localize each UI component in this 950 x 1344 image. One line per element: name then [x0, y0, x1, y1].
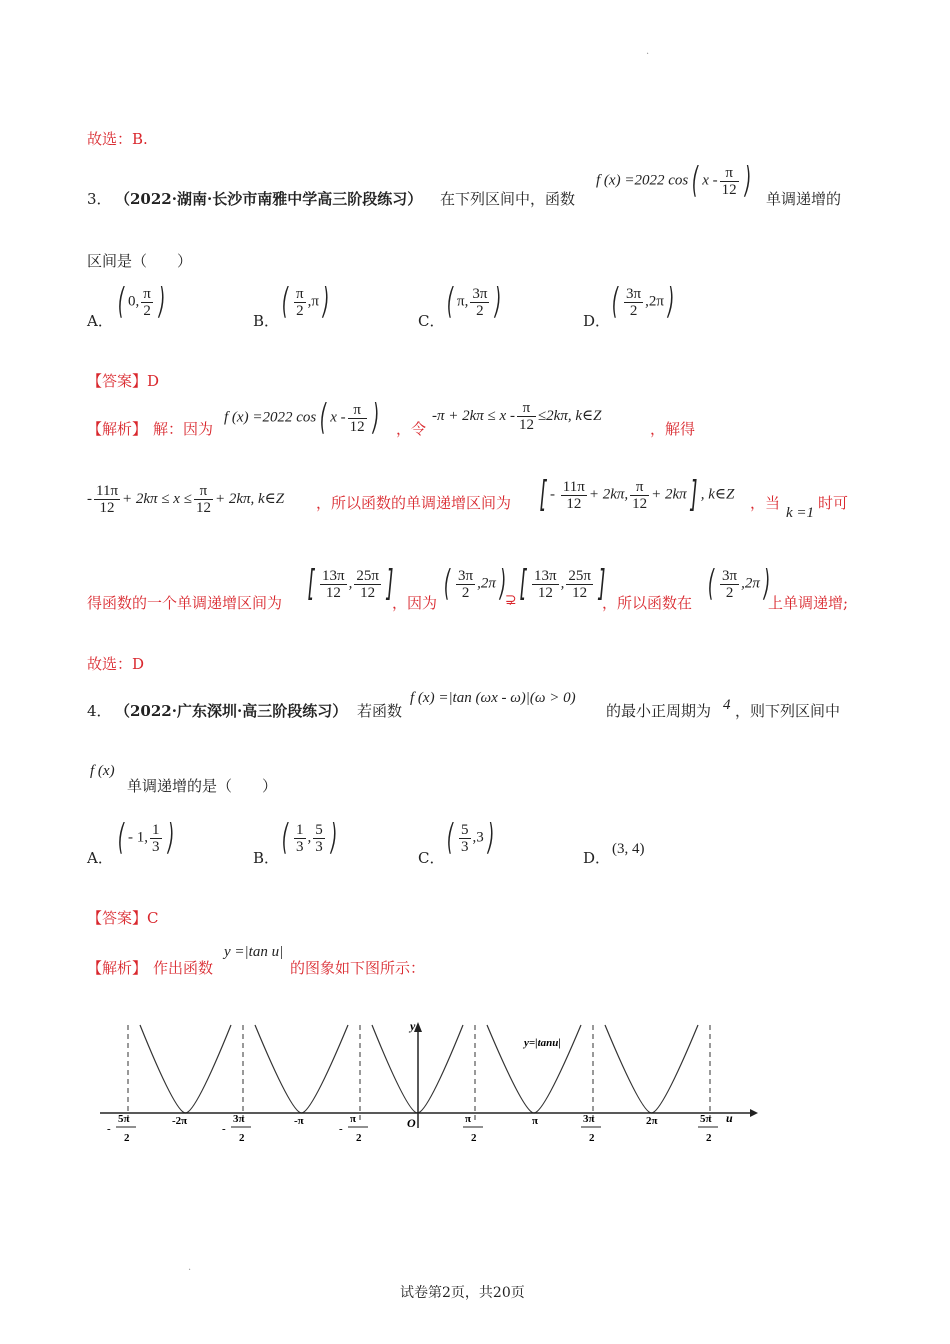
q3-analysis-func-head: f (x) =2022 cos: [224, 409, 317, 426]
q3-option-a-label[interactable]: A．: [87, 312, 113, 330]
q3-option-d-interval[interactable]: ( $\frac{3\pi}{2}$ ,2π ): [611, 281, 675, 322]
q3-option-b-den: 2: [296, 302, 304, 319]
zero-label: -π: [294, 1115, 304, 1127]
q3-option-c-num: 3π: [472, 285, 488, 302]
q3-option-a-left: 0,: [128, 293, 140, 310]
q4-stem-c: ，则下列区间中: [735, 702, 841, 720]
svg-text:π: π: [465, 1113, 472, 1125]
svg-text:2: 2: [124, 1132, 130, 1144]
svg-text:-: -: [107, 1123, 111, 1135]
page-mark: .: [188, 1262, 192, 1273]
q4-stem-b: 的最小正周期为: [606, 702, 712, 720]
q3-option-a-interval[interactable]: ( 0, $\frac{\pi}{2}$ ): [117, 281, 166, 322]
q4-analysis-func: y =|tan u|: [224, 944, 284, 960]
zero-label: 2π: [646, 1115, 658, 1127]
svg-text:2: 2: [706, 1132, 712, 1144]
q4-fx: f (x): [90, 763, 115, 779]
q3-k-eq: k =1: [786, 505, 815, 521]
page-footer: 试卷第2页，共20页: [400, 1285, 525, 1301]
q4-stem-d: 单调递增的是（ ）: [127, 777, 278, 795]
q3-analysis-7: 时可: [818, 494, 849, 512]
q3-option-c-den: 2: [476, 302, 484, 319]
q4-option-b-label[interactable]: B．: [253, 849, 280, 867]
q4-option-c-interval[interactable]: ( $\frac{5}{3}$ ,3 ): [446, 817, 494, 858]
q3-ineq-2-minus: -: [87, 490, 92, 507]
svg-text:2: 2: [471, 1132, 477, 1144]
svg-text:2: 2: [589, 1132, 595, 1144]
q4-option-b-interval[interactable]: ( $\frac{1}{3}$ , $\frac{5}{3}$ ): [281, 817, 337, 858]
q3-ineq-2-mid: + 2kπ ≤ x ≤: [122, 490, 192, 507]
abs-tan-branch: [140, 1025, 231, 1113]
q4-stem-a: 若函数: [357, 702, 403, 720]
svg-text:2: 2: [239, 1132, 245, 1144]
u-axis-label: u: [726, 1111, 733, 1125]
asymptote-label: [581, 1113, 601, 1144]
asymptote-label: [698, 1113, 718, 1144]
zero-label: π: [532, 1115, 539, 1127]
curves: [140, 1025, 698, 1113]
svg-text:3π: 3π: [233, 1113, 245, 1125]
q3-ineq-1-left: -π + 2kπ ≤ x -: [432, 407, 515, 424]
svg-text:5π: 5π: [118, 1113, 130, 1125]
q3-conclusion: 故选：D: [87, 655, 145, 673]
q3-analysis-2: ，令: [396, 420, 427, 438]
svg-text:-: -: [222, 1123, 226, 1135]
q3-source: （2022·湖南·长沙市南雅中学高三阶段练习）: [115, 190, 423, 208]
q4-number: 4．: [87, 702, 112, 720]
q3-ineq-2-right: + 2kπ, k∈Z: [214, 490, 285, 507]
q3-option-b-num: π: [296, 285, 304, 302]
q3-analysis-8: 得函数的一个单调递增区间为: [87, 594, 283, 612]
q3-option-c-interval[interactable]: ( π, $\frac{3\pi}{2}$ ): [446, 281, 502, 322]
q3-analysis-tag: 【解析】: [87, 420, 148, 438]
q4-analysis-1: 作出函数: [153, 959, 214, 977]
asymptote-label: [107, 1113, 136, 1144]
q3-option-d-num: 3π: [626, 285, 642, 302]
q4-analysis-tag: 【解析】: [87, 959, 148, 977]
q3-option-c-left: π,: [457, 293, 469, 310]
q3-interval-4: ( $\frac{3\pi}{2}$ ,2π ): [707, 563, 771, 604]
q4-option-d-interval[interactable]: (3, 4): [612, 841, 645, 857]
curve-label: y=|tanu|: [524, 1037, 561, 1049]
q3-increasing-interval: [ - $\frac{11\pi}{12}$ + 2kπ, $\frac{\pi}{12}$ + 2kπ] , k∈Z: [539, 474, 735, 515]
q3-stem-b: 单调递增的: [766, 190, 842, 208]
abs-tan-branch: [605, 1025, 698, 1113]
abs-tan-branch: [255, 1025, 348, 1113]
q3-option-b-interval[interactable]: ( $\frac{\pi}{2}$ ,π ): [281, 281, 330, 322]
q3-option-a-den: 2: [143, 302, 151, 319]
q3-option-d-label[interactable]: D．: [583, 312, 611, 330]
q3-interval-2: ( $\frac{3\pi}{2}$ ,2π ): [443, 563, 507, 604]
q3-analysis-3: ，解得: [650, 420, 696, 438]
q3-analysis-func-inner: x -: [330, 409, 346, 426]
svg-text:2: 2: [356, 1132, 362, 1144]
q3-option-b-label[interactable]: B．: [253, 312, 280, 330]
q3-analysis-5: , k∈Z: [700, 486, 735, 503]
q4-analysis-2: 的图象如下图所示：: [290, 959, 426, 977]
q4-period: 4: [723, 697, 731, 713]
q3-option-b-right: ,π: [307, 293, 319, 310]
q3-ineq-1: -π + 2kπ ≤ x - $\frac{\pi}{12}$ ≤2kπ, k∈Z: [432, 400, 602, 433]
asymptote-label: [463, 1113, 483, 1144]
q4-function: f (x) =|tan (ωx - ω)|(ω > 0): [410, 690, 576, 706]
svg-text:5π: 5π: [700, 1113, 712, 1125]
q4-option-a-interval[interactable]: ( - 1, $\frac{1}{3}$ ): [117, 817, 174, 858]
q3-analysis-9: ，因为: [392, 594, 438, 612]
svg-text:-: -: [339, 1123, 343, 1135]
q3-ineq-1-right: ≤2kπ, k∈Z: [537, 407, 602, 424]
q3-option-d-den: 2: [629, 302, 638, 319]
q3-function: f (x) =2022 cos ( x - $\frac{\pi}{12}$ ): [596, 160, 751, 201]
q3-func-inner: x -: [702, 172, 718, 189]
q3-interval-3: [ $\frac{13\pi}{12}$ , $\frac{25\pi}{12}$ ]: [519, 563, 606, 604]
asymptotes: [128, 1025, 710, 1122]
q3-analysis-6: ，当: [750, 494, 781, 512]
q3-subset: ⊋: [505, 592, 517, 608]
q3-ineq-2: - $\frac{11\pi}{12}$ + 2kπ ≤ x ≤ $\frac{\pi}{12}$ + 2kπ, k∈Z: [87, 483, 285, 516]
tan-abs-graph: [90, 1010, 770, 1155]
asymptote-label: [339, 1113, 368, 1144]
q3-option-c-label[interactable]: C．: [418, 312, 445, 330]
asymptote-label: [222, 1113, 251, 1144]
q4-option-c-label[interactable]: C．: [418, 849, 445, 867]
svg-text:π: π: [350, 1113, 357, 1125]
zero-label: -2π: [172, 1115, 188, 1127]
u-axis-arrow-icon: [750, 1109, 758, 1117]
q3-func-head: f (x) =2022 cos: [596, 172, 689, 189]
q3-analysis-func: f (x) =2022 cos ( x - $\frac{\pi}{12}$ ): [224, 397, 379, 438]
q4-option-d-label[interactable]: D．: [583, 849, 611, 867]
q3-stem-a: 在下列区间中，函数: [440, 190, 576, 208]
q4-source: （2022·广东深圳·高三阶段练习）: [115, 702, 348, 720]
page-mark: .: [646, 46, 650, 57]
q3-option-d-right: ,2π: [645, 293, 664, 310]
q3-analysis-11: 上单调递增;: [768, 594, 849, 612]
q3-answer: 【答案】D: [87, 372, 160, 390]
q3-interval-1: [ $\frac{13\pi}{12}$ , $\frac{25\pi}{12}$ ]: [307, 563, 394, 604]
q3-analysis-1: 解：因为: [153, 420, 214, 438]
y-axis-label: y: [410, 1019, 416, 1033]
q4-option-a-label[interactable]: A．: [87, 849, 113, 867]
q3-analysis-10: ，所以函数在: [602, 594, 693, 612]
q3-analysis-4: ，所以函数的单调递增区间为: [316, 494, 512, 512]
origin-label: O: [407, 1116, 416, 1130]
svg-text:3π: 3π: [583, 1113, 595, 1125]
q4-answer: 【答案】C: [87, 909, 159, 927]
q3-stem-c: 区间是（ ）: [87, 252, 193, 270]
q3-option-a-num: π: [143, 285, 151, 302]
q2-conclusion: 故选：B.: [87, 130, 148, 148]
q3-number: 3．: [87, 190, 112, 208]
